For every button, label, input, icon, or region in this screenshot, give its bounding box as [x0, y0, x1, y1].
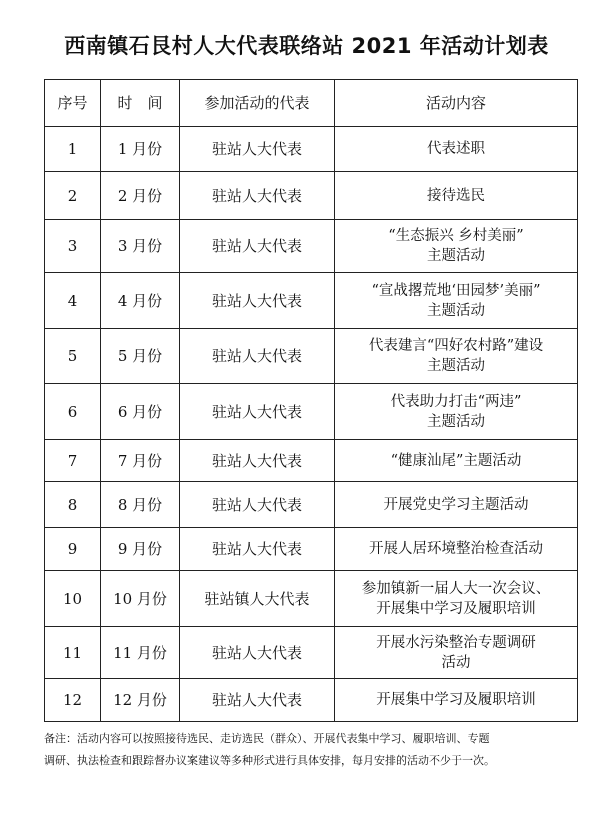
- row-number: 7: [45, 440, 101, 482]
- row-representative: 驻站镇人大代表: [180, 571, 335, 627]
- row-activity-line1: 接待选民: [427, 187, 485, 204]
- table-row: [45, 127, 578, 172]
- table-row: [45, 384, 578, 440]
- table-row: [45, 627, 578, 679]
- document-title: 西南镇石艮村人大代表联络站 2021 年活动计划表: [64, 34, 549, 58]
- row-time: 1 月份: [101, 127, 180, 172]
- row-time: 10 月份: [101, 571, 180, 627]
- row-activity: [335, 384, 578, 440]
- table-row: [45, 528, 578, 571]
- row-activity: [335, 172, 578, 220]
- row-activity: [335, 127, 578, 172]
- row-time: 8 月份: [101, 482, 180, 528]
- row-activity-line2: 主题活动: [427, 413, 485, 430]
- row-number: 3: [45, 220, 101, 273]
- row-time: 11 月份: [101, 627, 180, 679]
- table-row: [45, 273, 578, 329]
- row-activity: [335, 528, 578, 571]
- table-row: [45, 679, 578, 722]
- row-time: 5 月份: [101, 329, 180, 384]
- row-activity: [335, 627, 578, 679]
- row-activity-line1: 开展党史学习主题活动: [383, 496, 529, 513]
- row-activity: [335, 440, 578, 482]
- remarks-line-2: 调研、执法检查和跟踪督办议案建议等多种形式进行具体安排，每月安排的活动不少于一次。: [44, 754, 495, 767]
- row-activity: [335, 482, 578, 528]
- row-representative: 驻站人大代表: [180, 482, 335, 528]
- row-time: 2 月份: [101, 172, 180, 220]
- row-representative: 驻站人大代表: [180, 220, 335, 273]
- table-row: [45, 571, 578, 627]
- activity-plan-table: [44, 79, 578, 722]
- table-row: [45, 482, 578, 528]
- row-representative: 驻站人大代表: [180, 273, 335, 329]
- row-activity: [335, 571, 578, 627]
- row-activity-line1: 开展人居环境整治检查活动: [369, 541, 543, 557]
- row-representative: 驻站人大代表: [180, 329, 335, 384]
- row-time: 4 月份: [101, 273, 180, 329]
- row-activity-line1: 开展水污染整治专题调研: [376, 634, 536, 651]
- header-number: 序号: [45, 80, 101, 127]
- row-time: 9 月份: [101, 528, 180, 571]
- table-header-row: [45, 80, 578, 127]
- row-time: 7 月份: [101, 440, 180, 482]
- row-number: 4: [45, 273, 101, 329]
- table-row: [45, 329, 578, 384]
- row-representative: 驻站人大代表: [180, 627, 335, 679]
- row-representative: 驻站人大代表: [180, 127, 335, 172]
- row-number: 5: [45, 329, 101, 384]
- row-activity-line2: 主题活动: [427, 302, 485, 319]
- row-activity-line1: “宣战撂荒地‘田园梦’美丽”: [371, 282, 541, 299]
- table-row: [45, 440, 578, 482]
- remarks-line-1: 备注：活动内容可以按照接待选民、走访选民（群众）、开展代表集中学习、履职培训、专题: [44, 732, 490, 745]
- row-activity: [335, 679, 578, 722]
- row-activity-line2: 活动: [441, 654, 471, 671]
- row-number: 6: [45, 384, 101, 440]
- row-activity-line1: 开展集中学习及履职培训: [376, 692, 536, 708]
- row-activity: [335, 220, 578, 273]
- row-representative: 驻站人大代表: [180, 172, 335, 220]
- row-number: 9: [45, 528, 101, 571]
- row-time: 12 月份: [101, 679, 180, 722]
- row-activity-line1: 参加镇新一届人大一次会议、: [361, 580, 551, 597]
- row-number: 2: [45, 172, 101, 220]
- header-time: 时 间: [101, 80, 180, 127]
- row-number: 1: [45, 127, 101, 172]
- row-number: 8: [45, 482, 101, 528]
- remarks-note: [44, 728, 584, 772]
- row-activity-line1: “健康汕尾”主题活动: [390, 452, 522, 469]
- row-activity-line2: 开展集中学习及履职培训: [376, 600, 536, 617]
- row-number: 11: [45, 627, 101, 679]
- row-activity-line2: 主题活动: [427, 248, 485, 264]
- row-activity-line2: 主题活动: [427, 358, 485, 374]
- row-representative: 驻站人大代表: [180, 528, 335, 571]
- row-representative: 驻站人大代表: [180, 384, 335, 440]
- row-representative: 驻站人大代表: [180, 440, 335, 482]
- row-activity-line1: 代表建言“四好农村路”建设: [368, 338, 544, 354]
- row-time: 3 月份: [101, 220, 180, 273]
- header-representative: 参加活动的代表: [180, 80, 335, 127]
- row-time: 6 月份: [101, 384, 180, 440]
- row-activity-line1: 代表述职: [427, 141, 485, 157]
- table-row: [45, 220, 578, 273]
- header-activity: 活动内容: [335, 80, 578, 127]
- row-activity-line1: 代表助力打击“两违”: [390, 393, 522, 410]
- row-activity: [335, 273, 578, 329]
- row-number: 12: [45, 679, 101, 722]
- row-activity-line1: “生态振兴 乡村美丽”: [388, 228, 524, 244]
- table-row: [45, 172, 578, 220]
- row-representative: 驻站人大代表: [180, 679, 335, 722]
- row-number: 10: [45, 571, 101, 627]
- row-activity: [335, 329, 578, 384]
